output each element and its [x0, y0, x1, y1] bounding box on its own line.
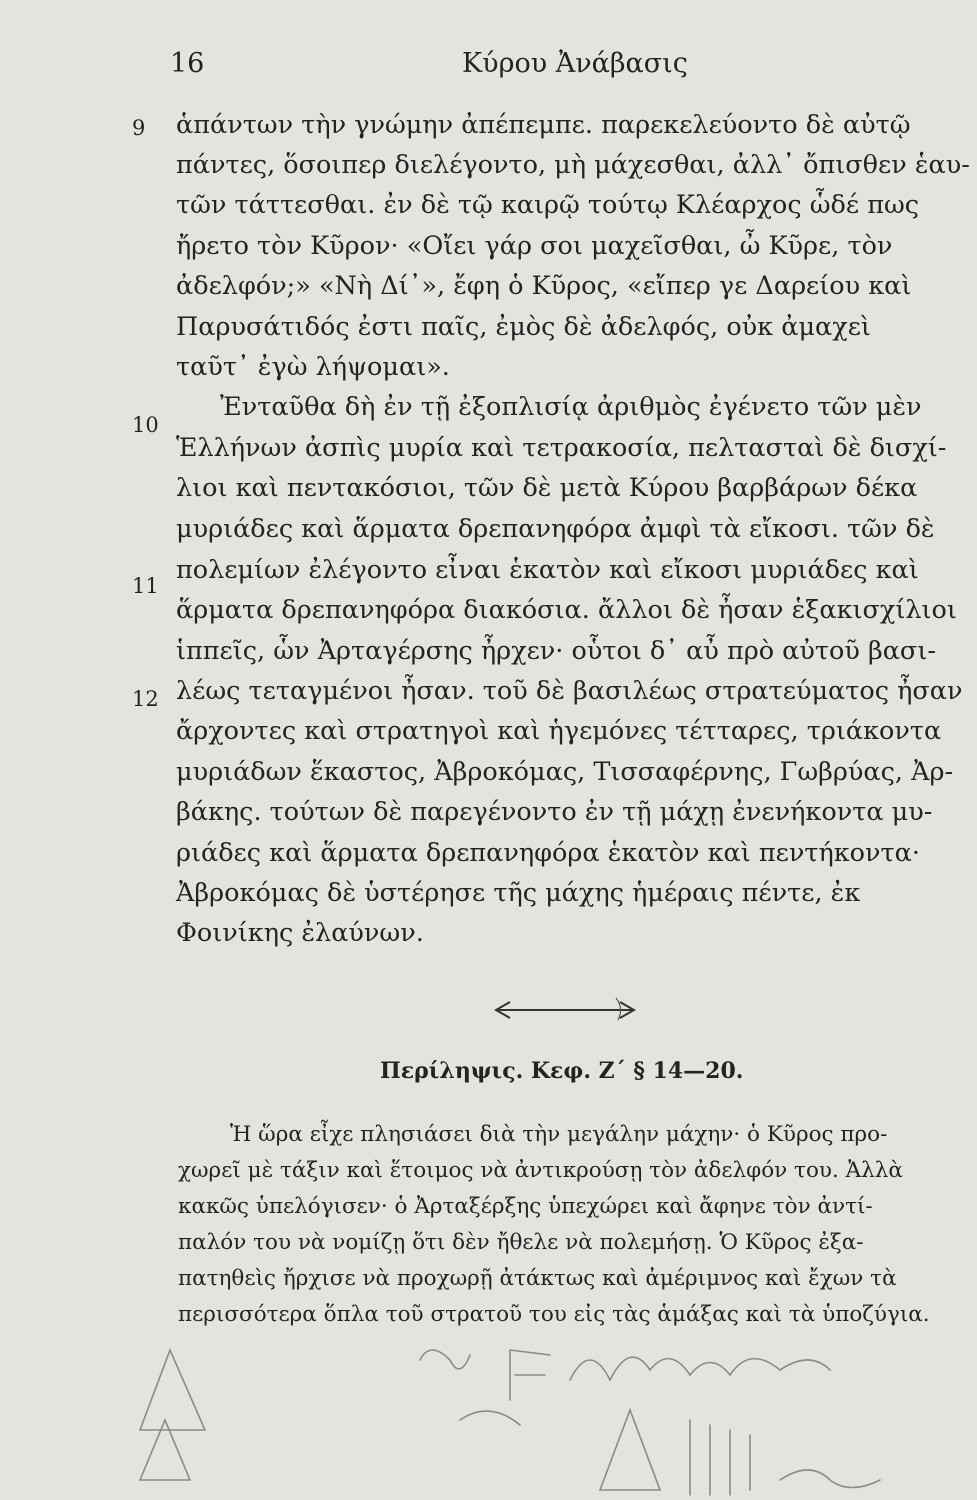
- decorative-arrow-icon: [490, 990, 640, 1030]
- text-line: πάντες, ὅσοιπερ διελέγοντο, μὴ μάχεσθαι, ἀλλ᾽ ὄπισθεν ἑαυ-: [176, 150, 970, 180]
- text-line: ταῦτ᾽ ἐγὼ λήψομαι».: [176, 352, 450, 382]
- summary-line: Ἡ ὥρα εἶχε πλησιάσει διὰ τὴν μεγάλην μάχην· ὁ Κῦρος προ-: [230, 1122, 888, 1147]
- text-line: ἄρχοντες καὶ στρατηγοὶ καὶ ἡγεμόνες τέτταρες, τριάκοντα: [176, 716, 942, 746]
- summary-line: περισσότερα ὅπλα τοῦ στρατοῦ του εἰς τὰς ἁμάξας καὶ τὰ ὑποζύγια.: [178, 1302, 930, 1327]
- text-line: ἀδελφόν;» «Νὴ Δί᾽», ἔφη ὁ Κῦρος, «εἴπερ γε Δαρείου καὶ: [176, 271, 912, 301]
- page-number: 16: [170, 48, 205, 79]
- text-line: μυριάδες καὶ ἅρματα δρεπανηφόρα ἀμφὶ τὰ εἴκοσι. τῶν δὲ: [176, 514, 935, 544]
- text-line: ἱππεῖς, ὧν Ἀρταγέρσης ἦρχεν· οὗτοι δ᾽ αὖ πρὸ αὐτοῦ βασι-: [176, 636, 936, 666]
- running-title: Κύρου Ἀνάβασις: [462, 48, 688, 79]
- summary-heading: Περίληψις. Κεφ. Ζ΄ § 14—20.: [380, 1058, 744, 1084]
- text-line: βάκης. τούτων δὲ παρεγένοντο ἐν τῇ μάχῃ ἐνενήκοντα μυ-: [176, 797, 933, 827]
- section-number: 11: [132, 574, 159, 598]
- summary-line: χωρεῖ μὲ τάξιν καὶ ἕτοιμος νὰ ἀντικρούσῃ τὸν ἀδελφόν του. Ἀλλὰ: [178, 1158, 903, 1183]
- text-line: λέως τεταγμένοι ἦσαν. τοῦ δὲ βασιλέως στρατεύματος ἦσαν: [176, 676, 963, 706]
- text-line: μυριάδων ἕκαστος, Ἀβροκόμας, Τισσαφέρνης, Γωβρύας, Ἀρ-: [176, 757, 954, 787]
- section-number: 9: [132, 116, 146, 140]
- text-line: Φοινίκης ἐλαύνων.: [176, 918, 424, 948]
- section-number: 10: [132, 413, 159, 437]
- summary-line: παλόν του νὰ νομίζῃ ὅτι δὲν ἤθελε νὰ πολεμήσῃ. Ὁ Κῦρος ἐξα-: [178, 1230, 864, 1255]
- text-line: ἅρματα δρεπανηφόρα διακόσια. ἄλλοι δὲ ἦσαν ἑξακισχίλιοι: [176, 595, 957, 625]
- text-line: Ἀβροκόμας δὲ ὑστέρησε τῆς μάχης ἡμέραις πέντε, ἐκ: [176, 878, 861, 908]
- text-line: ριάδες καὶ ἅρματα δρεπανηφόρα ἑκατὸν καὶ πεντήκοντα·: [176, 838, 920, 868]
- text-line: Παρυσάτιδός ἐστι παῖς, ἐμὸς δὲ ἀδελφός, οὐκ ἀμαχεὶ: [176, 312, 871, 342]
- text-line: τῶν τάττεσθαι. ἐν δὲ τῷ καιρῷ τούτῳ Κλέαρχος ὧδέ πως: [176, 190, 920, 220]
- text-line: πολεμίων ἐλέγοντο εἶναι ἑκατὸν καὶ εἴκοσι μυριάδες καὶ: [176, 555, 919, 585]
- text-line: ἤρετο τὸν Κῦρον· «Οἴει γάρ σοι μαχεῖσθαι, ὦ Κῦρε, τὸν: [176, 231, 893, 261]
- pencil-marginalia: [130, 1330, 890, 1500]
- section-number: 12: [132, 687, 159, 711]
- text-line: Ἑλλήνων ἀσπὶς μυρία καὶ τετρακοσία, πελτασταὶ δὲ δισχί-: [176, 433, 947, 463]
- summary-line: κακῶς ὑπελόγισεν· ὁ Ἀρταξέρξης ὑπεχώρει καὶ ἄφηνε τὸν ἀντί-: [178, 1194, 873, 1219]
- text-line: Ἐνταῦθα δὴ ἐν τῇ ἐξοπλισίᾳ ἀριθμὸς ἐγένετο τῶν μὲν: [220, 392, 922, 422]
- summary-line: πατηθεὶς ἤρχισε νὰ προχωρῇ ἀτάκτως καὶ ἀμέριμνος καὶ ἔχων τὰ: [178, 1266, 897, 1291]
- text-line: λιοι καὶ πεντακόσιοι, τῶν δὲ μετὰ Κύρου βαρβάρων δέκα: [176, 473, 918, 503]
- text-line: ἁπάντων τὴν γνώμην ἀπέπεμπε. παρεκελεύοντο δὲ αὐτῷ: [176, 110, 911, 140]
